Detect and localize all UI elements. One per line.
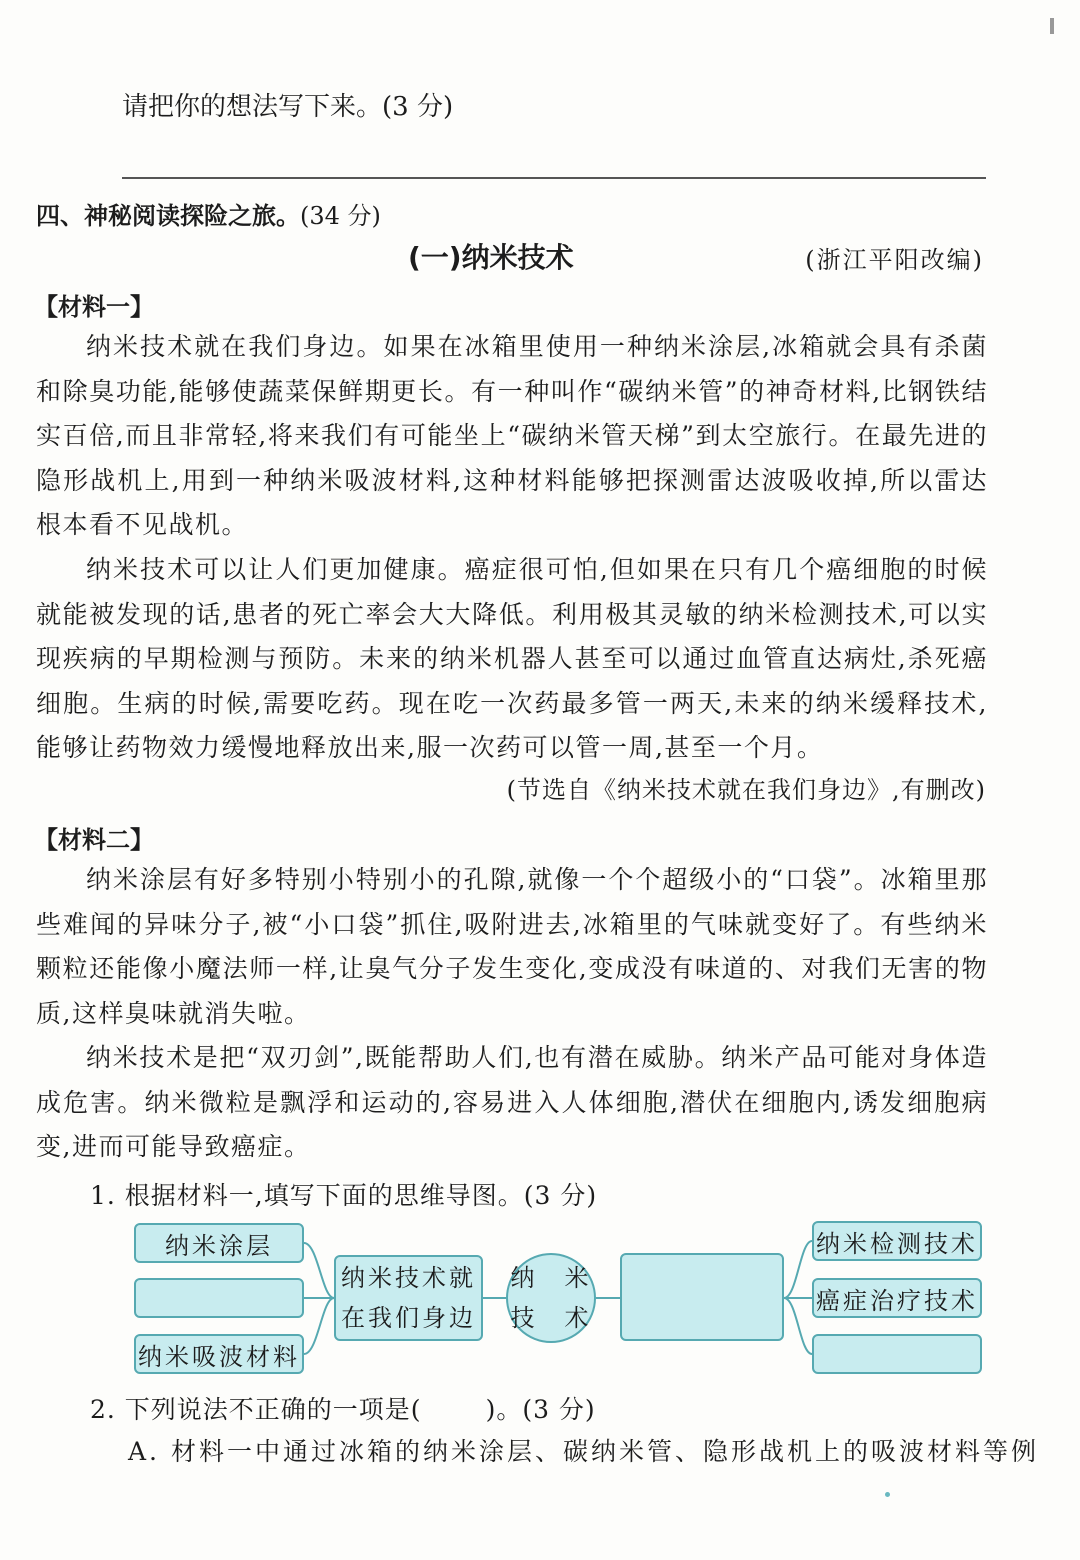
center-char-3: 技 [510, 1304, 538, 1332]
center-char-1: 纳 [510, 1264, 538, 1292]
question-1: 1. 根据材料一,填写下面的思维导图。(3 分) [90, 1181, 598, 1210]
connector-left-3 [304, 1298, 334, 1354]
material1-citation: (节选自《纳米技术就在我们身边》,有删改) [506, 776, 986, 804]
mindmap-right-box-3-blank[interactable] [812, 1334, 982, 1374]
scan-dot [885, 1492, 890, 1497]
center-char-2: 米 [564, 1264, 592, 1292]
mindmap-center-circle [506, 1253, 596, 1343]
connector-left-1 [304, 1243, 334, 1298]
center-circle-line-1 [511, 1258, 592, 1298]
mindmap-right-box-2: 癌症治疗技术 [812, 1278, 982, 1318]
scan-mark [1050, 18, 1054, 34]
option-a: A. 材料一中通过冰箱的纳米涂层、碳纳米管、隐形战机上的吸波材料等例 [128, 1437, 1039, 1466]
mindmap-left-box-2-blank[interactable] [134, 1278, 304, 1318]
material1-paragraph-1: 纳米技术就在我们身边。如果在冰箱里使用一种纳米涂层,冰箱就会具有杀菌和除臭功能,能够使蔬菜保鲜期更长。有一种叫作“碳纳米管”的神奇材料,比钢铁结实百倍,而且非常轻,将来我们有可能坐上“碳纳米管天梯”到太空旅行。在最先进的隐形战机上,用到一种纳米吸波材料,这种材料能够把探测雷达波吸收掉,所以雷达根本看不见战机。 [36, 332, 988, 539]
question-2-prefix: 2. 下列说法不正确的一项是( [90, 1395, 422, 1424]
article-title: (一)纳米技术 [408, 241, 574, 274]
material2-paragraph-1: 纳米涂层有好多特别小特别小的孔隙,就像一个个超级小的“口袋”。冰箱里那些难闻的异味分子,被“小口袋”抓住,吸附进去,冰箱里的气味就变好了。有些纳米颗粒还能像小魔法师一样,让臭气分子发生变化,变成没有味道的、对我们无害的物质,这样臭味就消失啦。 [36, 865, 988, 1028]
connector-right-1 [784, 1241, 812, 1298]
section-title-text: 四、神秘阅读探险之旅。 [36, 202, 300, 230]
question-2-suffix: )。(3 分) [485, 1395, 596, 1424]
connector-right-3 [784, 1298, 812, 1354]
mindmap-left-box-1: 纳米涂层 [134, 1223, 304, 1263]
mindmap-right-center-box-blank[interactable] [620, 1253, 784, 1341]
center-circle-line-2 [511, 1298, 592, 1338]
mindmap-center-left-box [334, 1255, 483, 1341]
center-left-line-2: 在我们身边 [341, 1304, 476, 1332]
section-points: (34 分) [300, 202, 381, 230]
material2-paragraph-2: 纳米技术是把“双刃剑”,既能帮助人们,也有潜在威胁。纳米产品可能对身体造成危害。纳米微粒是飘浮和运动的,容易进入人体细胞,潜伏在细胞内,诱发细胞病变,进而可能导致癌症。 [36, 1043, 988, 1161]
mindmap-left-box-3: 纳米吸波材料 [134, 1334, 304, 1374]
material2-label: 【材料二】 [34, 826, 154, 854]
material1-label: 【材料一】 [34, 293, 154, 321]
article-source: (浙江平阳改编) [805, 246, 984, 274]
writing-prompt: 请把你的想法写下来。(3 分) [122, 92, 454, 122]
question-2 [90, 1390, 596, 1426]
material1-paragraph-2: 纳米技术可以让人们更加健康。癌症很可怕,但如果在只有几个癌细胞的时候就能被发现的话,患者的死亡率会大大降低。利用极其灵敏的纳米检测技术,可以实现疾病的早期检测与预防。未来的纳米机器人甚至可以通过血管直达病灶,杀死癌细胞。生病的时候,需要吃药。现在吃一次药最多管一两天,未来的纳米缓释技术,能够让药物效力缓慢地释放出来,服一次药可以管一周,甚至一个月。 [36, 555, 988, 762]
mindmap-right-box-1: 纳米检测技术 [812, 1221, 982, 1261]
center-char-4: 术 [564, 1304, 592, 1332]
center-left-line-1: 纳米技术就 [341, 1264, 476, 1292]
